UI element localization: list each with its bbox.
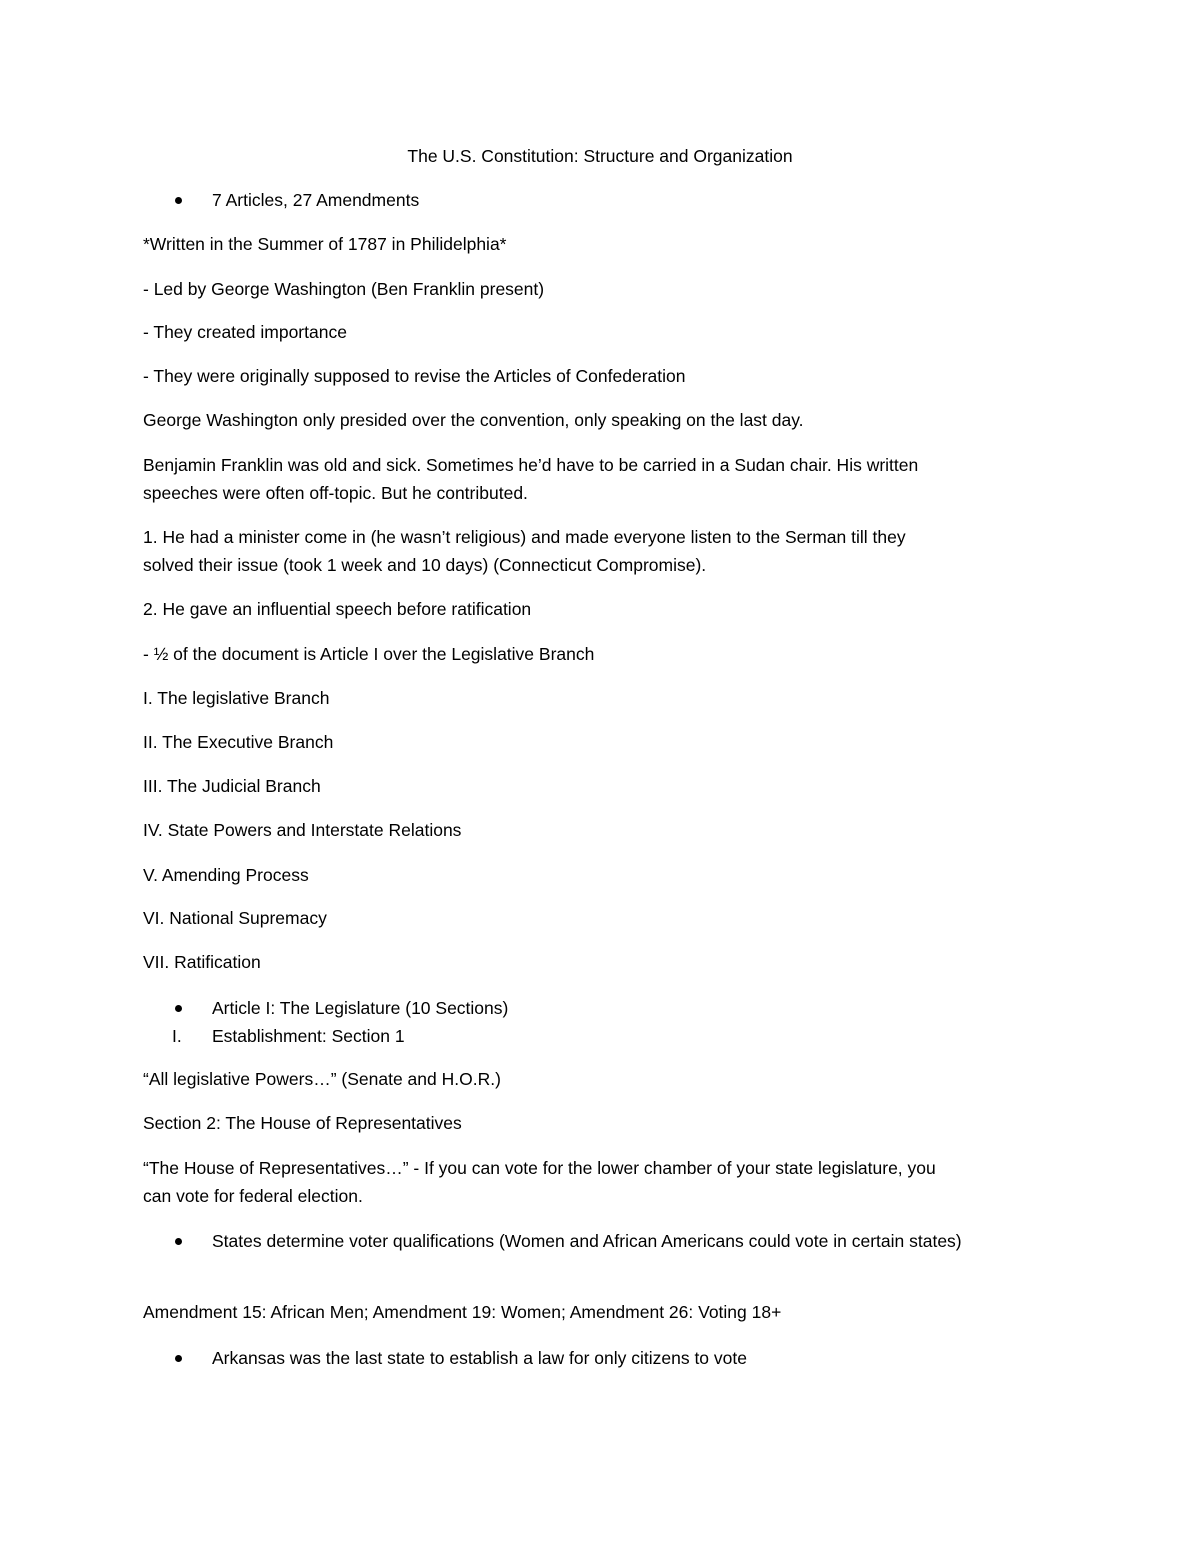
bullet-icon bbox=[172, 994, 192, 1022]
article-list-item: IV. State Powers and Interstate Relations bbox=[143, 820, 462, 840]
article-list-item: V. Amending Process bbox=[143, 865, 309, 885]
list-item-text: States determine voter qualifications (Women and African Americans could vote in certain states) bbox=[212, 1231, 962, 1251]
article-list-item: III. The Judicial Branch bbox=[143, 776, 321, 796]
list-item-text: 7 Articles, 27 Amendments bbox=[212, 190, 420, 210]
article-list-item: II. The Executive Branch bbox=[143, 732, 334, 752]
paragraph: - They created importance bbox=[143, 322, 347, 342]
list-number: I. bbox=[172, 1026, 182, 1046]
bullet-icon bbox=[172, 1227, 192, 1255]
paragraph: - ½ of the document is Article I over the Legislative Branch bbox=[143, 644, 595, 664]
article-list-item: I. The legislative Branch bbox=[143, 688, 330, 708]
paragraph: Section 2: The House of Representatives bbox=[143, 1113, 462, 1133]
paragraph: *Written in the Summer of 1787 in Philidelphia* bbox=[143, 234, 507, 254]
paragraph: - They were originally supposed to revise the Articles of Confederation bbox=[143, 366, 686, 386]
paragraph: “All legislative Powers…” (Senate and H.O.R.) bbox=[143, 1069, 501, 1089]
list-item-text: Establishment: Section 1 bbox=[212, 1026, 405, 1046]
paragraph: “The House of Representatives…” - If you can vote for the lower chamber of your state legislature, you bbox=[143, 1158, 936, 1178]
paragraph: solved their issue (took 1 week and 10 days) (Connecticut Compromise). bbox=[143, 555, 707, 575]
paragraph: - Led by George Washington (Ben Franklin present) bbox=[143, 279, 545, 299]
paragraph: Benjamin Franklin was old and sick. Sometimes he’d have to be carried in a Sudan chair. His written bbox=[143, 455, 919, 475]
page-title: The U.S. Constitution: Structure and Organization bbox=[407, 146, 793, 166]
article-list-item: VI. National Supremacy bbox=[143, 908, 327, 928]
bullet-icon bbox=[172, 1344, 192, 1372]
paragraph: can vote for federal election. bbox=[143, 1186, 363, 1206]
bullet-icon bbox=[172, 186, 192, 214]
paragraph: 1. He had a minister come in (he wasn’t religious) and made everyone listen to the Serman till they bbox=[143, 527, 906, 547]
paragraph: 2. He gave an influential speech before ratification bbox=[143, 599, 532, 619]
paragraph: speeches were often off-topic. But he contributed. bbox=[143, 483, 528, 503]
list-item-text: Arkansas was the last state to establish a law for only citizens to vote bbox=[212, 1348, 747, 1368]
article-list-item: VII. Ratification bbox=[143, 952, 261, 972]
paragraph: George Washington only presided over the convention, only speaking on the last day. bbox=[143, 410, 804, 430]
paragraph: Amendment 15: African Men; Amendment 19: Women; Amendment 26: Voting 18+ bbox=[143, 1302, 782, 1322]
list-item-text: Article I: The Legislature (10 Sections) bbox=[212, 998, 509, 1018]
